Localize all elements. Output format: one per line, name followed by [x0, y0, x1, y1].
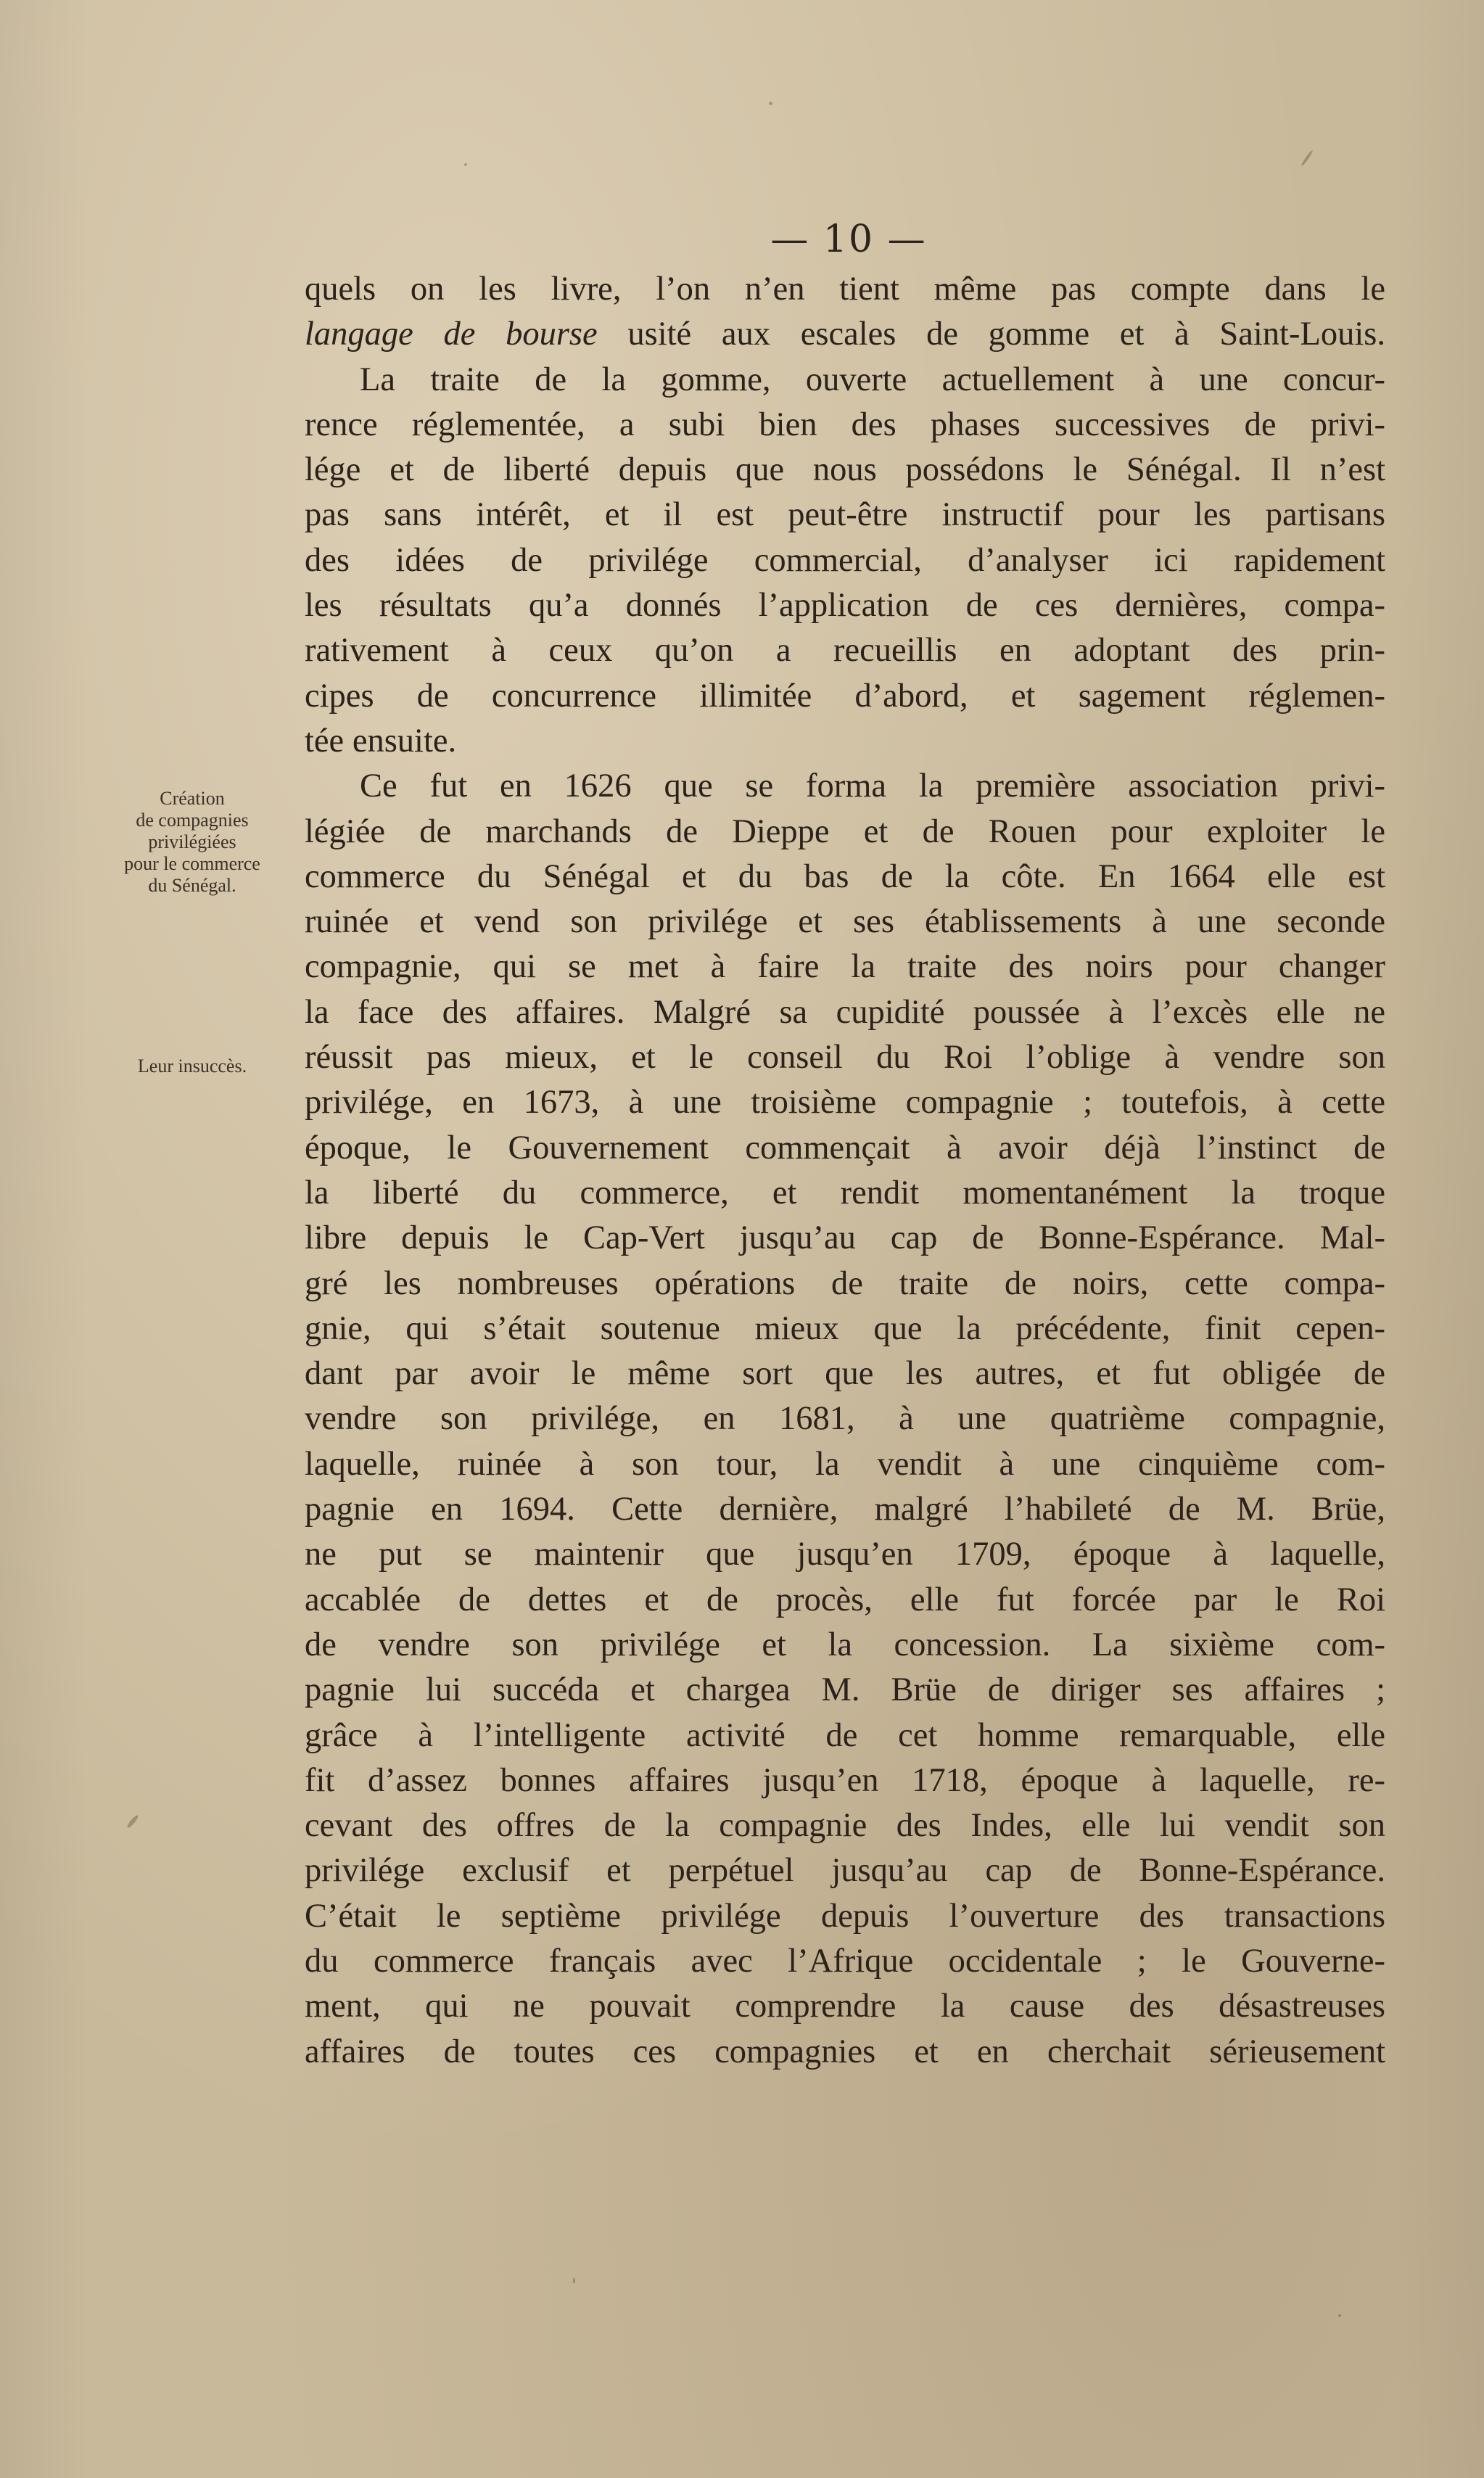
margin-note-line: privilégiées [148, 831, 236, 852]
text-line: dant par avoir le même sort que les autres, et fut obligée de [305, 1355, 1385, 1393]
margin-note-line: du Sénégal. [148, 875, 236, 896]
text-line: Ce fut en 1626 que se forma la première association privi- [360, 767, 1385, 805]
ink-mark [126, 1814, 140, 1829]
text-line: privilége exclusif et perpétuel jusqu’au cap de Bonne-Espérance. [305, 1852, 1385, 1890]
text-line: lége et de liberté depuis que nous possédons le Sénégal. Il n’est [305, 451, 1385, 489]
text-line: des idées de privilége commercial, d’analyser ici rapidement [305, 541, 1385, 579]
ink-speck [769, 102, 772, 105]
text-line: rativement à ceux qu’on a recueillis en adoptant des prin- [305, 632, 1385, 670]
margin-note-line: de compagnies [136, 810, 249, 831]
text-line: C’était le septième privilége depuis l’ouverture des transactions [305, 1897, 1385, 1935]
text-line: du commerce français avec l’Afrique occidentale ; le Gouverne- [305, 1942, 1385, 1980]
text-line: époque, le Gouvernement commençait à avoir déjà l’instinct de [305, 1129, 1385, 1166]
text-line: pagnie en 1694. Cette dernière, malgré l’habileté de M. Brüe, [305, 1491, 1385, 1528]
text-line-rest: usité aux escales de gomme et à Saint-Louis. [597, 316, 1385, 353]
text-line: La traite de la gomme, ouverte actuellement à une concur- [360, 361, 1385, 398]
text-line: accablée de dettes et de procès, elle fut forcée par le Roi [305, 1581, 1385, 1618]
text-line: laquelle, ruinée à son tour, la vendit à une cinquième com- [305, 1445, 1385, 1483]
margin-note-line: pour le commerce [124, 853, 260, 874]
text-line: ruinée et vend son privilége et ses établissements à une seconde [305, 903, 1385, 941]
margin-note-insucces [87, 1055, 297, 1077]
text-line [305, 312, 1385, 357]
ink-mark [1300, 149, 1314, 167]
text-line: gré les nombreuses opérations de traite de noirs, cette compa- [305, 1264, 1385, 1302]
text-line: ment, qui ne pouvait comprendre la cause des désastreuses [305, 1988, 1385, 2025]
text-line: cevant des offres de la compagnie des Indes, elle lui vendit son [305, 1807, 1385, 1845]
text-line: pagnie lui succéda et chargea M. Brüe de diriger ses affaires ; [305, 1671, 1385, 1709]
ink-speck [1338, 2314, 1341, 2317]
margin-note-line: Leur insuccès. [137, 1055, 247, 1077]
text-line: commerce du Sénégal et du bas de la côte. En 1664 elle est [305, 857, 1385, 895]
text-line: cipes de concurrence illimitée d’abord, et sagement réglemen- [305, 677, 1385, 715]
text-line: affaires de toutes ces compagnies et en cherchait sérieusement [305, 2033, 1385, 2070]
margin-note-creation [87, 788, 297, 897]
text-line: les résultats qu’a donnés l’application de ces dernières, compa- [305, 587, 1385, 625]
text-line: compagnie, qui se met à faire la traite des noirs pour changer [305, 948, 1385, 986]
text-line: la liberté du commerce, et rendit momentanément la troque [305, 1174, 1385, 1211]
text-line: légiée de marchands de Dieppe et de Rouen pour exploiter le [305, 812, 1385, 850]
text-line: de vendre son privilége et la concession. La sixième com- [305, 1626, 1385, 1663]
text-line: ne put se maintenir que jusqu’en 1709, époque à laquelle, [305, 1536, 1385, 1573]
ink-speck [573, 2278, 575, 2284]
text-line: vendre son privilége, en 1681, à une quatrième compagnie, [305, 1400, 1385, 1438]
text-line: réussit pas mieux, et le conseil du Roi l’oblige à vendre son [305, 1039, 1385, 1077]
text-line: pas sans intérêt, et il est peut-être instructif pour les partisans [305, 496, 1385, 534]
text-line: gnie, qui s’était soutenue mieux que la précédente, finit cepen- [305, 1309, 1385, 1347]
text-line: grâce à l’intelligente activité de cet homme remarquable, elle [305, 1716, 1385, 1754]
page-number: — 10 — [770, 218, 927, 261]
text-line: rence réglementée, a subi bien des phases successives de privi- [305, 406, 1385, 443]
text-line: la face des affaires. Malgré sa cupidité poussée à l’excès elle ne [305, 993, 1385, 1031]
text-line: privilége, en 1673, à une troisième compagnie ; toutefois, à cette [305, 1084, 1385, 1121]
margin-note-line: Création [160, 788, 225, 809]
ink-speck [464, 163, 467, 166]
text-line: fit d’assez bonnes affaires jusqu’en 1718, époque à laquelle, re- [305, 1761, 1385, 1799]
text-line: tée ensuite. [305, 722, 457, 760]
text-line: quels on les livre, l’on n’en tient même pas compte dans le [305, 271, 1385, 308]
body-text [305, 267, 1385, 2075]
text-line: libre depuis le Cap-Vert jusqu’au cap de Bonne-Espérance. Mal- [305, 1219, 1385, 1257]
italic-phrase: langage de bourse [305, 316, 598, 353]
